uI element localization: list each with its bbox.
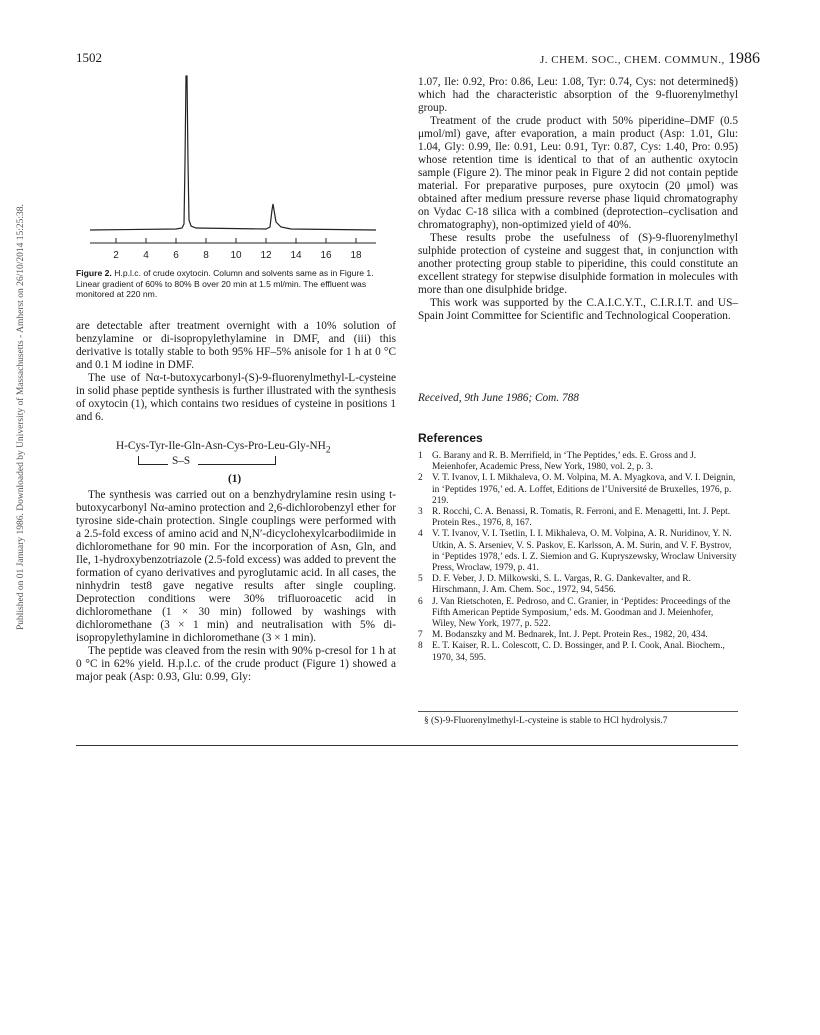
reference-number: 5 bbox=[418, 574, 423, 585]
paragraph: The use of Nα-t-butoxycarbonyl-(S)-9-fluorenylmethyl-L-cysteine in solid phase peptide synthesis is further illustrated with the synthesis of oxytocin (1), which contains two residues of cysteine in positions 1 and 6. bbox=[76, 372, 396, 423]
footnote-rule bbox=[418, 711, 738, 712]
journal-name: J. CHEM. SOC., CHEM. COMMUN., bbox=[540, 54, 725, 66]
reference-item bbox=[418, 597, 738, 631]
chromatogram-trace bbox=[90, 76, 376, 230]
x-axis-tick-label: 18 bbox=[350, 250, 362, 261]
disulfide-label: S–S bbox=[172, 455, 191, 468]
left-column bbox=[76, 320, 396, 424]
reference-text: V. T. Ivanov, I. I. Mikhaleva, O. M. Volpina, M. A. Myagkova, and V. I. Deignin, in ‘Peptides 1976,’ ed. A. Loffet, Editions de l’Université de Bruxelles, 1976, p. 219. bbox=[432, 473, 736, 506]
right-column bbox=[418, 76, 738, 323]
figure-caption bbox=[76, 268, 396, 300]
page-bottom-rule bbox=[76, 745, 738, 746]
x-axis-tick-label: 16 bbox=[320, 250, 332, 261]
references-heading: References bbox=[418, 431, 483, 445]
paragraph: Treatment of the crude product with 50% piperidine–DMF (0.5 μmol/ml) gave, after evaporation, a main product (Asp: 1.01, Glu: 1.04, Gly: 0.99, Ile: 0.91, Leu: 0.91, Tyr: 0.87, Cys: 1.40, Pro: 0.95) whose retention time is identical to that of an authentic oxytocin sample (Figure 2). The minor peak in Figure 2 did not contain peptide material. For preparative purposes, pure oxytocin (20 μmol) was obtained after medium pressure reverse phase liquid chromatography on Vydac C-18 silica with a combined (deprotection–cyclisation and chromatography), non-optimized yield of 40%. bbox=[418, 115, 738, 231]
footnote: § (S)-9-Fluorenylmethyl-L-cysteine is stable to HCl hydrolysis.7 bbox=[424, 716, 668, 726]
download-notice bbox=[2, 160, 26, 630]
reference-text: R. Rocchi, C. A. Benassi, R. Tomatis, R. Ferroni, and E. Menagetti, Int. J. Pept. Protein Res., 1976, 8, 167. bbox=[432, 507, 731, 529]
reference-number: 3 bbox=[418, 507, 423, 518]
x-axis-tick-label: 2 bbox=[113, 250, 119, 261]
x-axis-tick-label: 8 bbox=[203, 250, 209, 261]
reference-item bbox=[418, 641, 738, 663]
paragraph: The peptide was cleaved from the resin with 90% p-cresol for 1 h at 0 °C in 62% yield. H.p.l.c. of the crude product (Figure 1) showed a major peak (Asp: 0.93, Glu: 0.99, Gly: bbox=[76, 645, 396, 683]
disulfide-bridge bbox=[116, 455, 386, 473]
formula-sequence-text: H-Cys-Tyr-Ile-Gln-Asn-Cys-Pro-Leu-Gly-NH bbox=[116, 440, 326, 452]
page-number: 1502 bbox=[76, 50, 102, 65]
journal-year: 1986 bbox=[727, 50, 760, 67]
reference-item bbox=[418, 630, 738, 641]
reference-number: 7 bbox=[418, 630, 423, 641]
references-list bbox=[418, 451, 738, 664]
received-date: Received, 9th June 1986; Com. 788 bbox=[418, 392, 579, 404]
formula-subscript: 2 bbox=[325, 445, 331, 456]
reference-text: E. T. Kaiser, R. L. Colescott, C. D. Bossinger, and P. I. Cook, Anal. Biochem., 1970, 34, 595. bbox=[432, 641, 725, 663]
reference-number: 1 bbox=[418, 451, 423, 461]
paragraph: The synthesis was carried out on a benzhydrylamine resin using t-butoxycarbonyl Nα-amino protection and 2,6-dichlorobenzyl ether for tyrosine side-chain protection. Single couplings were performed with a 2.5-fold excess of amino acid and N,N′-dicyclohexylcarbodiimide in dichloromethane for 90 min. For the incorporation of Asn, Gln, and Ile, 1-hydroxybenzotriazole (2.5-fold excess) was added to prevent the formation of cyano derivatives and pyroglutamic acid. In all cases, the ninhydrin test8 gave negative results after single coupling. Deprotection conditions were 30% trifluoroacetic acid in dichloromethane (1 × 30 min) followed by washings with dichloromethane (3 × 1 min) and neutralisation with 5% di-isopropylethylamine in dichloromethane (3 × 1 min). bbox=[76, 489, 396, 644]
download-notice-text: Published on 01 January 1986. Downloaded by University of Massachusetts - Amherst on 26/10/2014 15:25:38. bbox=[16, 204, 26, 630]
paragraph: are detectable after treatment overnight with a 10% solution of benzylamine or di-isopropylethylamine in DMF, and (iii) this derivative is totally stable to both 95% HF–5% anisole for 1 h at 0 °C and 0.1 M iodine in DMF. bbox=[76, 320, 396, 371]
x-axis-tick-label: 10 bbox=[230, 250, 242, 261]
reference-item bbox=[418, 451, 738, 473]
reference-item bbox=[418, 473, 738, 507]
reference-number: 4 bbox=[418, 529, 423, 540]
reference-text: M. Bodanszky and M. Bednarek, Int. J. Pept. Protein Res., 1982, 20, 434. bbox=[432, 630, 708, 641]
reference-text: V. T. Ivanov, V. I. Tsetlin, I. I. Mikhaleva, O. M. Volpina, A. R. Nuridinov, Y. N. Utkin, A. S. Arseniev, V. S. Paskov, E. Karlsson, A. M. Surin, and V. F. Bystrov, in ‘Peptides 1978,’ eds. I. Z. Siemion and G. Kupryszewsky, Wroclaw University Press, Wroclaw, 1979, p. 41. bbox=[432, 529, 737, 574]
reference-item bbox=[418, 574, 738, 596]
left-column-continued bbox=[76, 489, 396, 684]
reference-text: D. F. Veber, J. D. Milkowski, S. L. Vargas, R. G. Dankevalter, and R. Hirschmann, J. Am. Chem. Soc., 1972, 94, 5456. bbox=[432, 574, 691, 596]
reference-number: 2 bbox=[418, 473, 423, 484]
figure-caption-text: H.p.l.c. of crude oxytocin. Column and solvents same as in Figure 1. Linear gradient of 60% to 80% B over 20 min at 1.5 ml/min. The effluent was monitored at 220 nm. bbox=[76, 268, 374, 299]
paragraph: This work was supported by the C.A.I.C.Y.T., C.I.R.I.T. and US–Spain Joint Committee for Scientific and Technological Cooperation. bbox=[418, 297, 738, 322]
reference-number: 6 bbox=[418, 596, 423, 607]
paragraph: These results probe the usefulness of (S)-9-fluorenylmethyl sulphide protection of cysteine and suggest that, in conjunction with another protecting group stable to piperidine, this could constitute an excellent strategy for stepwise disulphide formation in molecules with more than one disulphide bridge. bbox=[418, 232, 738, 296]
x-axis-tick-label: 6 bbox=[173, 250, 179, 261]
chromatogram-figure bbox=[86, 62, 386, 267]
x-axis-tick-label: 4 bbox=[143, 250, 149, 261]
reference-text: G. Barany and R. B. Merrifield, in ‘The Peptides,’ eds. E. Gross and J. Meienhofer, Academic Press, New York, 1980, vol. 2, p. 3. bbox=[432, 451, 697, 473]
oxytocin-formula bbox=[116, 440, 386, 485]
paragraph: 1.07, Ile: 0.92, Pro: 0.86, Leu: 1.08, Tyr: 0.74, Cys: not determined§) which had the characteristic absorption of the 9-fluorenylmethyl group. bbox=[418, 76, 738, 114]
journal-header bbox=[540, 50, 760, 68]
reference-number: 8 bbox=[418, 641, 423, 652]
reference-text: J. Van Rietschoten, E. Pedroso, and C. Granier, in ‘Peptides: Proceedings of the Fifth American Peptide Symposium,’ eds. M. Goodman and J. Meienhofer, Wiley, New York, 1977, p. 522. bbox=[432, 596, 731, 630]
x-axis-tick-label: 14 bbox=[290, 250, 302, 261]
formula-sequence bbox=[116, 440, 386, 455]
reference-item bbox=[418, 529, 738, 574]
reference-item bbox=[418, 507, 738, 529]
figure-caption-label: Figure 2. bbox=[76, 268, 112, 278]
formula-compound-number: (1) bbox=[228, 473, 242, 486]
x-axis-tick-label: 12 bbox=[260, 250, 272, 261]
x-axis-ticks bbox=[113, 238, 362, 261]
